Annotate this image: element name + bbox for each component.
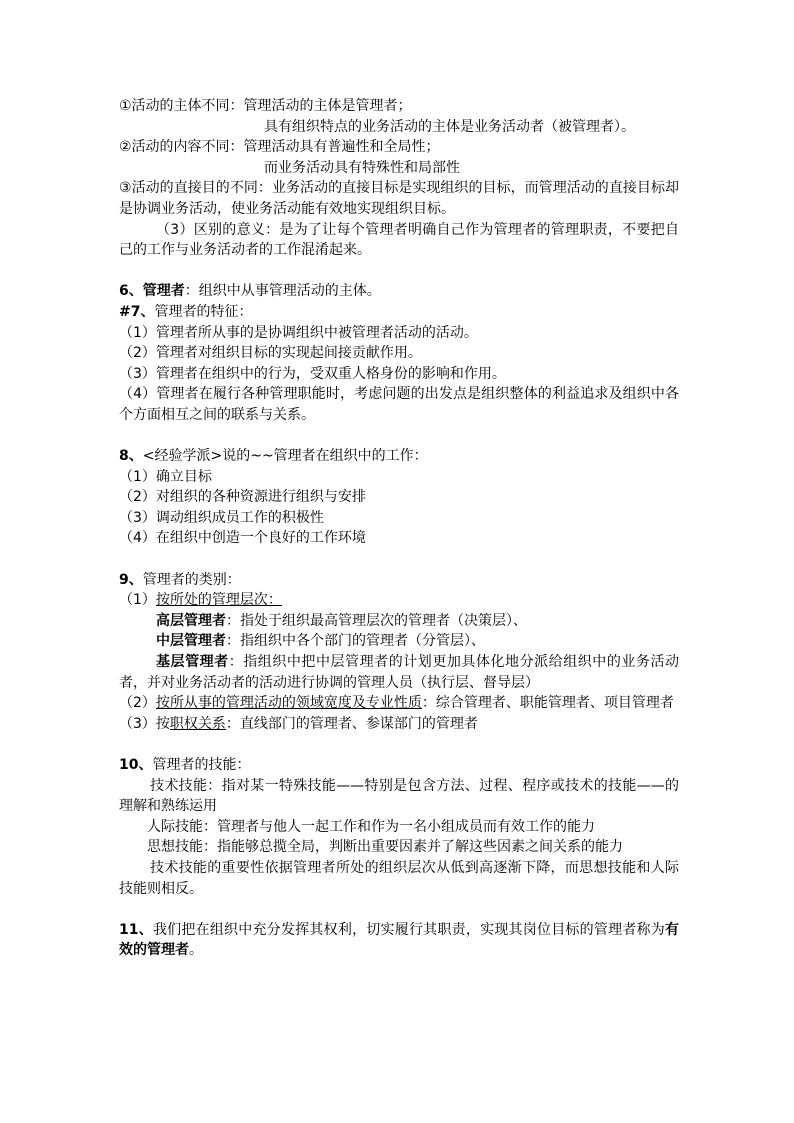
list-item [119,714,679,735]
spacer [119,261,679,282]
text-span: ：组织中从事管理活动的主体。 [184,283,381,300]
list-item [119,693,679,714]
underlined-text: 按所处的管理层次： [155,592,282,609]
list-subitem [119,652,679,693]
text-span: ：直线部门的管理者、参谋部门的管理者 [225,715,478,732]
text-paragraph [119,920,679,961]
list-item: （2）管理者对组织目标的实现起间接贡献作用。 [119,345,422,362]
text-paragraph: ③活动的直接目的不同：业务活动的直接目标是实现组织的目标，而管理活动的直接目标却是协调业务活动，使业务活动能有效地实现组织目标。 [119,180,679,217]
spacer [119,426,679,447]
section-number: #7、 [119,303,155,320]
text-line: ②活动的内容不同：管理活动具有普遍性和全局性； [119,139,440,156]
text-span: （3）按 [119,715,170,732]
list-item: （4）在组织中创造一个良好的工作环境 [119,530,366,547]
underlined-text: 按所从事的管理活动的领域宽度及专业性质 [155,695,422,712]
term-bold: 高层管理者 [156,612,226,629]
term-bold: 基层管理者 [156,654,229,671]
spacer [119,734,679,755]
text-span: ：指组织中各个部门的管理者（分管层）、 [226,633,485,650]
spacer [119,549,679,570]
text-line: ①活动的主体不同：管理活动的主体是管理者； [119,98,412,114]
term-bold: 管理者 [142,283,185,300]
text-line: 人际技能：管理者与他人一起工作和作为一名小组成员而有效工作的能力 [147,818,595,835]
list-item: （3）调动组织成员工作的积极性 [119,509,324,526]
list-item: （4）管理者在履行各种管理职能时，考虑问题的出发点是组织整体的利益追求及组织中各个方面相互之间的联系与关系。 [119,386,679,423]
text-span: 管理者的类别： [142,571,241,588]
section-heading [119,755,679,776]
section-number: 10、 [119,757,153,773]
spacer [119,899,679,920]
text-paragraph: 技术技能：指对某一特殊技能——特别是包含方法、过程、程序或技术的技能——的理解和熟练运用 [119,777,679,815]
underlined-text: 职权关系 [169,715,226,732]
section-number: 11、 [119,921,153,938]
text-line: 而业务活动具有特殊性和局部性 [264,159,460,176]
section-number: 6、 [119,283,143,300]
text-span: <经验学派>说的~~管理者在组织中的工作： [142,448,428,465]
text-span: ：指组织中把中层管理者的计划更加具体化地分派给组织中的业务活动者，并对业务活动者的活动进行协调的管理人员（执行层、督导层） [119,654,680,691]
list-item: （1）管理者所从事的是协调组织中被管理者活动的活动。 [119,324,478,341]
document-page [119,96,679,961]
section-number: 8、 [119,448,143,465]
text-span: ：指处于组织最高管理层次的管理者（决策层）、 [226,612,527,629]
text-span: ：综合管理者、职能管理者、项目管理者 [421,695,674,712]
text-paragraph: （3）区别的意义：是为了让每个管理者明确自己作为管理者的管理职责，不要把自己的工作与业务活动者的工作混淆起来。 [119,221,679,259]
term-bold: 有效的管理者 [119,921,680,959]
text-line: 具有组织特点的业务活动的主体是业务活动者（被管理者）。 [264,118,635,135]
section-number: 9、 [119,571,143,588]
section-heading [119,302,679,323]
section-heading [119,446,679,467]
section-heading [119,281,679,302]
text-paragraph: 思想技能：指能够总揽全局，判断出重要因素并了解这些因素之间关系的能力 [147,839,623,856]
text-span: 我们把在组织中充分发挥其权利，切实履行其职责，实现其岗位目标的管理者称为 [152,921,666,938]
list-subitem [119,611,679,632]
list-item [119,590,679,611]
list-item: （1）确立目标 [119,468,212,485]
list-subitem [119,631,679,652]
term-bold: 中层管理者 [156,633,226,650]
section-heading [119,570,679,591]
text-span: 管理者的特征： [154,303,253,320]
list-item: （2）对组织的各种资源进行组织与安排 [119,489,366,506]
text-span: 。 [189,942,203,959]
text-span: （1） [119,592,156,609]
list-item: （3）管理者在组织中的行为，受双重人格身份的影响和作用。 [119,365,506,382]
text-span: 管理者的技能： [152,757,251,773]
text-span: （2） [119,695,156,712]
text-paragraph: 技术技能的重要性依据管理者所处的组织层次从低到高逐渐下降，而思想技能和人际技能则相反。 [119,859,679,897]
